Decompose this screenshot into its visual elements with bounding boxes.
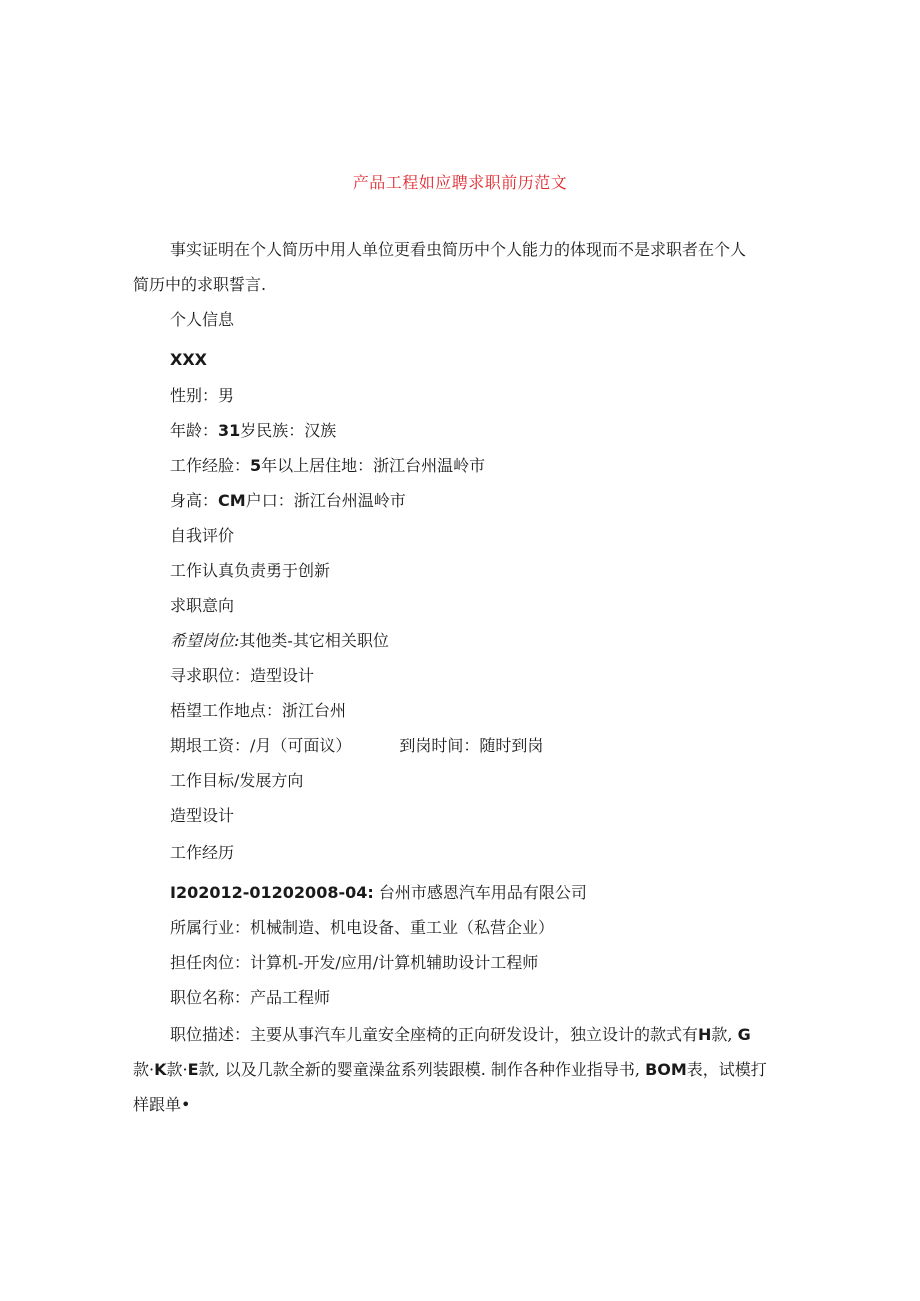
model-h: H	[698, 1025, 712, 1044]
self-eval-text: 工作认真负责勇于创新	[170, 561, 331, 580]
goal-heading: 工作目标/发展方向	[170, 771, 304, 790]
hope-position-line	[170, 628, 389, 651]
desc-part: 款·	[133, 1060, 155, 1079]
exp-value: 5	[250, 456, 262, 475]
height-line	[170, 488, 406, 511]
arrival-text: 到岗时间：随时到岗	[399, 736, 544, 755]
goal-text: 造型设计	[170, 806, 235, 825]
job-desc-line-3: 样跟单•	[133, 1095, 191, 1114]
post-line: 担任肉位：计算机-开发/应用/计算机辅助设计工程师	[170, 953, 539, 972]
desc-part: 款,	[711, 1025, 738, 1044]
job-title-line: 职位名称：产品工程师	[170, 988, 331, 1007]
experience-years-line	[170, 453, 485, 476]
seek-position-line: 寻求职位：造型设计	[170, 666, 315, 685]
height-label: 身高：	[170, 491, 219, 510]
age-line	[170, 418, 336, 441]
bom-text: BOM	[645, 1060, 687, 1079]
company-name: 台州市感恩汽车用品有限公司	[373, 883, 587, 902]
model-e: E	[187, 1060, 199, 1079]
job-description	[133, 1017, 793, 1122]
desc-part: 款, 以及几款全新的婴童澡盆系列装跟模. 制作各种作业指导书,	[198, 1060, 646, 1079]
age-label: 年龄：	[170, 421, 219, 440]
age-rest: 岁民族：汉族	[240, 421, 337, 440]
height-value: CM	[218, 491, 246, 510]
job-period: I202012-01202008-04:	[170, 883, 374, 902]
desc-part: 表，试模打	[686, 1060, 767, 1079]
work-location-line: 梧望工作地点：浙江台州	[170, 701, 347, 720]
exp-label: 工作经脸：	[170, 456, 251, 475]
salary-line	[170, 733, 543, 756]
intro-line-1: 事实证明在个人简历中用人单位更看虫简历中个人能力的体现而不是求职者在个人	[170, 240, 747, 259]
industry-line: 所属行业：机械制造、机电设备、重工业（私营企业）	[170, 918, 555, 937]
hope-value: 其他类-其它相关职位	[239, 631, 389, 650]
job-desc-line-1	[133, 1017, 793, 1052]
document-title: 产品工程如应聘求职前历范文	[352, 173, 568, 192]
intro-line-2: 简历中的求职誓言.	[133, 275, 267, 294]
model-g: G	[737, 1025, 751, 1044]
job-desc-line-2	[133, 1052, 793, 1087]
work-history-heading: 工作经历	[170, 843, 235, 862]
salary-text: 期垠工资：/月（可面议）	[170, 736, 352, 755]
height-rest: 户口：浙江台州温岭市	[245, 491, 406, 510]
gender-line: 性别：男	[170, 386, 235, 405]
self-eval-heading: 自我评价	[170, 526, 235, 545]
candidate-name: XXX	[170, 350, 208, 369]
intent-heading: 求职意向	[170, 596, 235, 615]
exp-rest: 年以上居住地：浙江台州温岭市	[261, 456, 486, 475]
intro-paragraph	[133, 232, 793, 302]
personal-info-heading: 个人信息	[170, 310, 235, 329]
desc-part: 职位描述：主要从事汽车儿童安全座椅的正向研发设计，独立设计的款式有	[170, 1025, 699, 1044]
age-value: 31	[218, 421, 241, 440]
hope-label: 希望岗位:	[170, 631, 240, 650]
job-period-line	[170, 880, 587, 903]
desc-part: 款·	[166, 1060, 188, 1079]
model-k: K	[154, 1060, 167, 1079]
